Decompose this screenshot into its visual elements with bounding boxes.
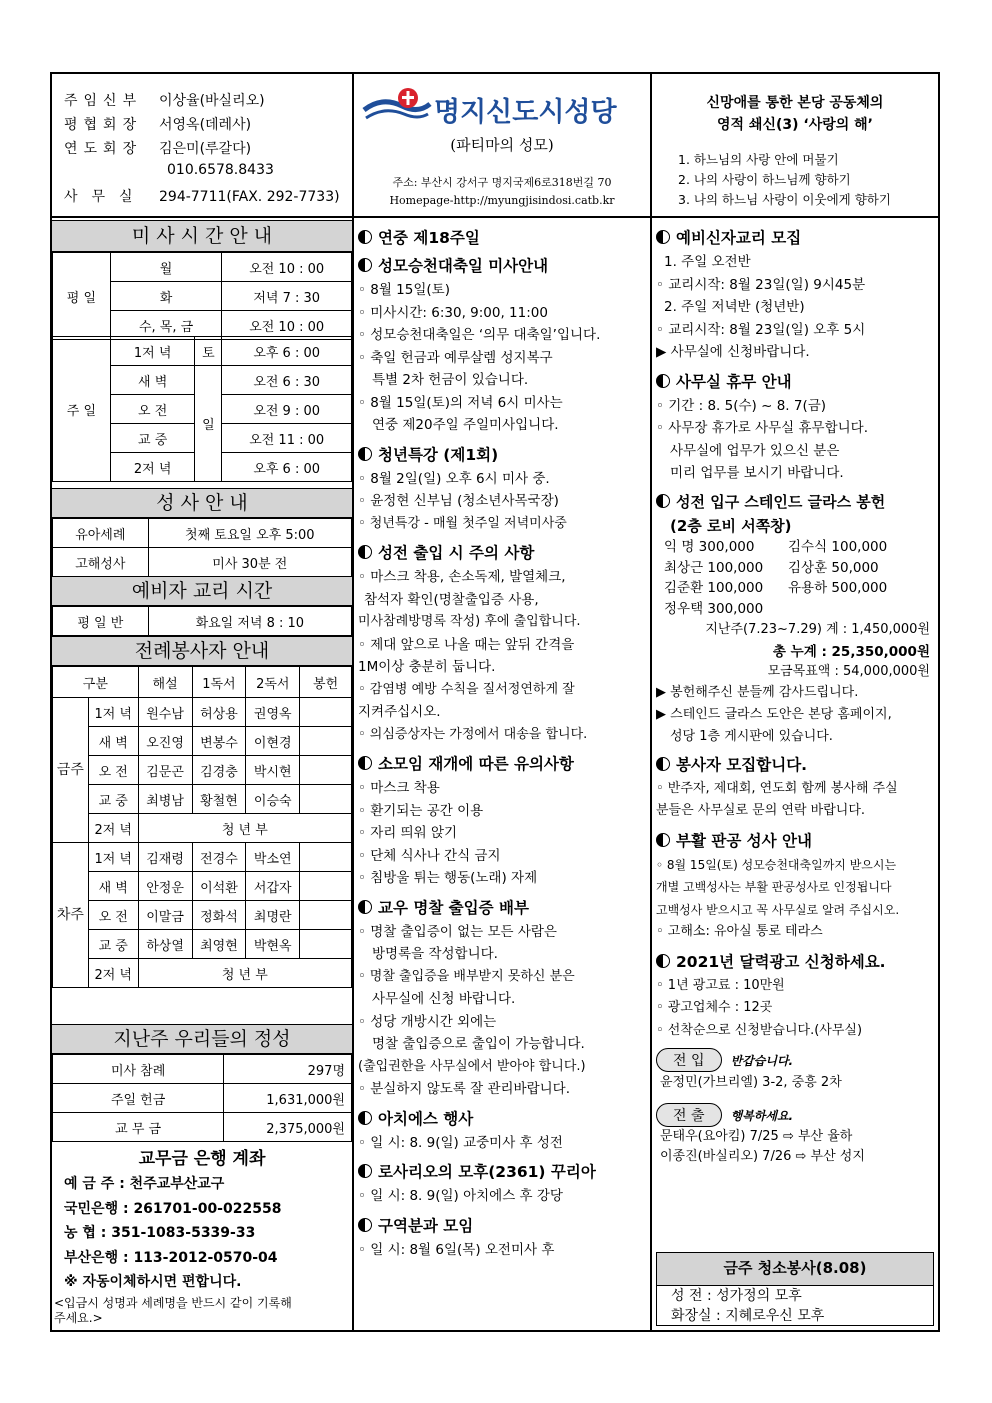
move-out-badge: 전 출 (656, 1103, 722, 1127)
heading-ordinary-sunday: 연중 제18주일 (358, 226, 648, 248)
motto-line2: 영적 쇄신(3) ‘사랑의 해’ (717, 117, 873, 133)
church-patron: (파티마의 성모) (450, 136, 554, 154)
half-circle-icon (358, 1111, 372, 1125)
heading-catechumen-recruit: 예비신자교리 모집 (656, 226, 936, 248)
half-circle-icon (358, 1164, 372, 1178)
half-circle-icon (656, 833, 670, 847)
heading-curia: 로사리오의 모후(2361) 꾸리아 (358, 1160, 648, 1182)
heading-small-groups: 소모임 재개에 따른 유의사항 (358, 752, 648, 774)
table-row: 오 전 김문곤 김경충 박시현 (53, 756, 352, 785)
mass-times-title: 미 사 시 간 안 내 (52, 220, 352, 252)
bank-note: <입금시 성명과 세례명을 반드시 같이 기록해 주세요.> (54, 1296, 292, 1325)
half-circle-icon (358, 230, 372, 244)
half-circle-icon (656, 954, 670, 968)
mass-times-table (52, 252, 352, 340)
church-homepage[interactable]: Homepage-http://myungjisindosi.catb.kr (389, 194, 615, 207)
table-row: 주 일 1저 녁 토 오후 6 : 00 (53, 337, 352, 366)
half-circle-icon (358, 545, 372, 559)
table-row: 주일 헌금 1,631,000원 (53, 1084, 352, 1113)
move-out-row (656, 1103, 936, 1127)
table-row: 교 중 최병남 황철현 이승숙 (53, 785, 352, 814)
table-row: 새 벽 오진영 변봉수 이현경 (53, 727, 352, 756)
church-emblem-icon (362, 86, 432, 128)
church-name: 명지신도시성당 (434, 97, 617, 128)
table-row: 오 전 오전 9 : 00 (53, 395, 352, 424)
sacrament-title: 성 사 안 내 (52, 488, 352, 518)
offering-table (52, 1054, 352, 1142)
table-row: 수, 목, 금 오전 10 : 00 (53, 311, 352, 340)
motto-line1: 신망애를 통한 본당 공동체의 (706, 95, 884, 111)
table-row: 평 일 반 화요일 저녁 8 : 10 (53, 607, 352, 636)
middle-column: 연중 제18주일 성모승천대축일 미사안내 ◦ 8월 15일(토) ◦ 미사시간: 6:30, 9:00, 11:00 ◦ 성모승천대축일은 ‘의무 대축일’입니다. ◦ 축일 헌금과 예루살렘 성지복구 특별 2차 헌금이 있습니다. ◦ 8월 15일(토)의 저녁 6시 미사는 연중 제20주일 주일미사입니다. 청년특강 (제1회) ◦ 8월 2일(일) 오후 6시 미사 중. ◦ 윤정현 신부님 (청소년사목국장) ◦ 청년특강 - 매월 첫주일 저녁미사중 성전 출입 시 주의 사항 ◦ 마스크 착용, 손소독제, 발열체크, 참석자 확인(명찰출입증 사용, 미사참례방명록 작성) 후에 출입합니다. ◦ 제대 앞으로 나올 때는 앞뒤 간격을 1M이상 충분히 둡니다. ◦ 감염병 예방 수칙을 질서정연하게 잘 지켜주십시오. ◦ 의심증상자는 가정에서 대송을 합니다. 소모임 재개에 따른 유의사항 ◦ 마스크 착용 ◦ 환기되는 공간 이용 ◦ 자리 띄워 앉기 ◦ 단체 식사나 간식 금지 ◦ 침방울 튀는 행동(노래) 자제 교우 명찰 출입증 배부 ◦ 명찰 출입증이 없는 모든 사람은 방명록을 작성합니다. ◦ 명찰 출입증을 배부받지 못하신 분은 사무실에 신청 바랍니다. ◦ 성당 개방시간 외에는 명찰 출입증으로 출입이 가능합니다. (출입권한을 사무실에서 받아야 합니다.) ◦ 분실하지 않도록 잘 관리바랍니다. 아치에스 행사 ◦ 일 시: 8. 9(일) 교중미사 후 성전 로사리오의 모후(2361) 꾸리아 ◦ 일 시: 8. 9(일) 아치에스 후 강당 구역분과 모임 ◦ 일 시: 8월 6일(목) 오전미사 후 (354, 216, 652, 1330)
staff-phone: 010.6578.8433 (167, 162, 274, 178)
header (52, 74, 938, 218)
table-row: 2저 녁 오후 6 : 00 (53, 453, 352, 482)
move-in-row (656, 1048, 936, 1072)
table-row: 새 벽 일 오전 6 : 30 (53, 366, 352, 395)
motto-points: 1. 하느님의 사랑 안에 머물기 2. 나의 사랑이 하느님께 향하기 3. 나의 하느님 사랑이 이웃에게 향하기 (678, 152, 891, 207)
sunday-mass-table (52, 336, 352, 482)
table-row: 새 벽 안정운 이석환 서갑자 (53, 872, 352, 901)
table-row: 오 전 이말금 정화석 최명란 (53, 901, 352, 930)
table-row: 고해성사 미사 30분 전 (53, 548, 352, 577)
church-address: 주소: 부산시 강서구 명지국제6로318번길 70 (392, 176, 612, 189)
table-row: 평 일 월 오전 10 : 00 (53, 253, 352, 282)
left-column (52, 216, 354, 1330)
servers-table (52, 666, 352, 988)
servers-title: 전례봉사자 안내 (52, 636, 352, 666)
staff-council: 평협회장 서영옥(데레사) (64, 117, 252, 133)
move-out-message: 행복하세요. (730, 1108, 794, 1123)
half-circle-icon (358, 1218, 372, 1232)
heading-confession: 부활 판공 성사 안내 (656, 829, 936, 851)
table-row: 유아세례 첫째 토요일 오후 5:00 (53, 519, 352, 548)
catechumen-table (52, 606, 352, 636)
catechumen-title: 예비자 교리 시간 (52, 576, 352, 606)
right-column: 예비신자교리 모집 1. 주일 오전반 ◦ 교리시작: 8월 23일(일) 9시45분 2. 주일 저녁반 (청년반) ◦ 교리시작: 8월 23일(일) 오후 5시 ▶ 사무실에 신청바랍니다. 사무실 휴무 안내 ◦ 기간 : 8. 5(수) ~ 8. 7(금) ◦ 사무장 휴가로 사무실 휴무합니다. 사무실에 업무가 있으신 분은 미리 업무를 보시기 바랍니다. 성전 입구 스테인드 글라스 봉헌 (2층 로비 서쪽창) 익 명 300,000 김수식 100,000 최상근 100,000 김상훈 50,000 김준환 100,000 유용하 500,000 정우택 300,000 지난주(7.23~7.29) 계 : 1,450,000원 총 누계 : 25,350,000원 모금목표액 : 54,000,000원 ▶ 봉헌해주신 분들께 감사드립니다. ▶ 스테인드 글라스 도안은 본당 홈페이지, 성당 1층 게시판에 있습니다. 봉사자 모집합니다. ◦ 반주자, 제대회, 연도회 함께 봉사해 주실 분들은 사무실로 문의 연락 바랍니다. 부활 판공 성사 안내 ◦ 8월 15일(토) 성모승천대축일까지 받으시는 개별 고백성사는 부활 판공성사로 인정됩니다 고백성사 받으시고 꼭 사무실로 알려 주십시오. ◦ 고해소: 유아실 통로 테라스 2021년 달력광고 신청하세요. ◦ 1년 광고료 : 10만원 ◦ 광고업체수 : 12곳 ◦ 선착순으로 신청받습니다.(사무실) 전 입 반갑습니다. 윤정민(가브리엘) 3-2, 중흥 2차 전 출 행복하세요. 문태우(요아킴) 7/25 ⇨ 부산 율하 이종진(바실리오) 7/26 ⇨ 부산 성지 금주 청소봉사(8.08) 성 전 : 성가정의 모후 화장실 : 지혜로우신 모후 (652, 216, 938, 1330)
table-row: 2저 녁 청 년 부 (53, 959, 352, 988)
heading-stained-glass: 성전 입구 스테인드 글라스 봉헌 (656, 491, 936, 512)
cleaning-duty-row: 화장실 : 지혜로우신 모후 (671, 1308, 825, 1324)
heading-assumption: 성모승천대축일 미사안내 (358, 254, 648, 276)
bulletin-page (50, 72, 940, 1332)
table-row: 2저 녁 청 년 부 (53, 814, 352, 843)
half-circle-icon (656, 374, 670, 388)
half-circle-icon (656, 230, 670, 244)
move-in-message: 반갑습니다. (730, 1054, 794, 1068)
heading-acies: 아치에스 행사 (358, 1107, 648, 1129)
cleaning-duty-box (656, 1252, 934, 1326)
table-row: 금주 1저 녁 원수남 허상용 권영옥 (53, 698, 352, 727)
heading-youth-lecture: 청년특강 (제1회) (358, 443, 648, 465)
table-row: 차주 1저 녁 김재령 전경수 박소연 (53, 843, 352, 872)
table-row: 교 중 오전 11 : 00 (53, 424, 352, 453)
bank-title: 교무금 은행 계좌 (138, 1149, 266, 1169)
table-row: 교 무 금 2,375,000원 (53, 1113, 352, 1142)
church-logo-box (352, 74, 652, 216)
half-circle-icon (656, 494, 670, 508)
staff-office: 사무실 294-7711(FAX. 292-7733) (64, 189, 340, 205)
offering-title: 지난주 우리들의 정성 (52, 1024, 352, 1054)
heading-name-badge: 교우 명찰 출입증 배부 (358, 896, 648, 918)
heading-office-closed: 사무실 휴무 안내 (656, 370, 936, 392)
table-row: 화 저녁 7 : 30 (53, 282, 352, 311)
table-row: 교 중 하상열 최영현 박현옥 (53, 930, 352, 959)
heading-calendar-ad: 2021년 달력광고 신청하세요. (656, 950, 936, 972)
bank-accounts: 예 금 주 : 천주교부산교구 국민은행 : 261701-00-022558 농 협 : 351-1083-5339-33 부산은행 : 113-2012-0570-04 ※ 자동이체하시면 편합니다. (64, 1176, 282, 1290)
cleaning-duty-title: 금주 청소봉사(8.08) (657, 1253, 933, 1286)
heading-district-meeting: 구역분과 모임 (358, 1214, 648, 1236)
donor-list: 익 명 300,000 김수식 100,000 최상근 100,000 김상훈 50,000 김준환 100,000 유용하 500,000 정우택 300,000 (664, 539, 888, 617)
cleaning-duty-row: 성 전 : 성가정의 모후 (671, 1288, 802, 1304)
table-header-row: 구분 해설 1독서 2독서 봉헌 (53, 667, 352, 698)
heading-entry-caution: 성전 출입 시 주의 사항 (358, 541, 648, 563)
sacrament-table (52, 518, 352, 577)
move-in-badge: 전 입 (656, 1048, 722, 1072)
motto-box (652, 74, 938, 216)
half-circle-icon (358, 900, 372, 914)
half-circle-icon (358, 447, 372, 461)
half-circle-icon (656, 757, 670, 771)
staff-yeondo: 연도회장 김은미(루갈다) (64, 141, 252, 157)
staff-pastor: 주임신부 이상율(바실리오) (64, 93, 265, 109)
table-row: 미사 참례 297명 (53, 1055, 352, 1084)
heading-volunteer: 봉사자 모집합니다. (656, 753, 936, 775)
half-circle-icon (358, 258, 372, 272)
half-circle-icon (358, 756, 372, 770)
